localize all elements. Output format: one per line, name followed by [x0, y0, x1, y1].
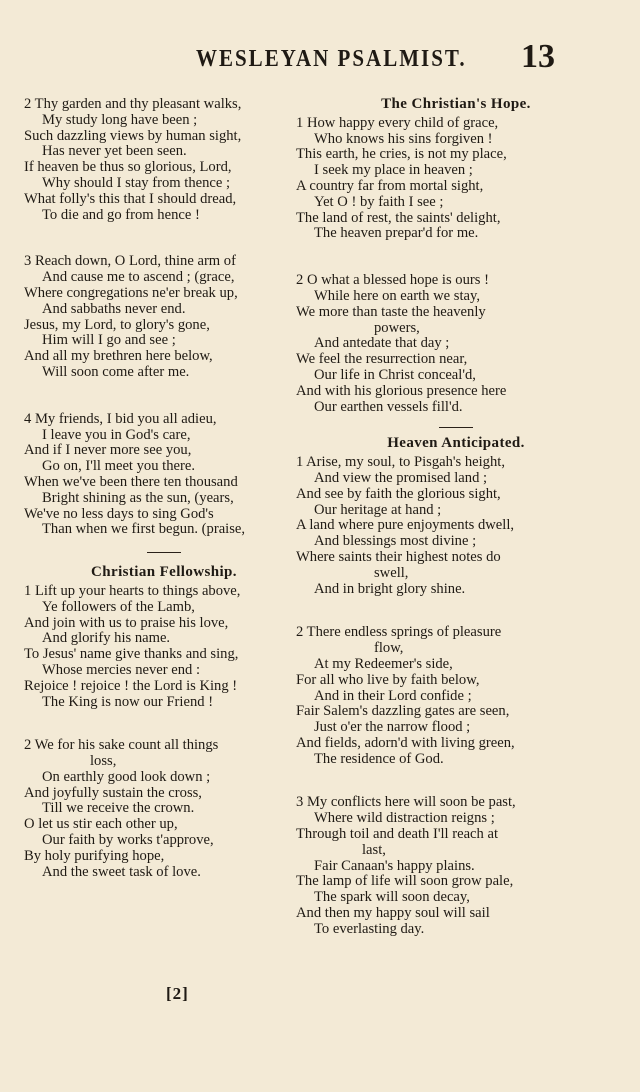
verse-line: We more than taste the heavenly	[296, 303, 486, 320]
verse-line: And all my brethren here below,	[24, 348, 213, 365]
verse-line: And fields, adorn'd with living green,	[296, 734, 515, 751]
verse-line: At my Redeemer's side,	[314, 655, 453, 672]
verse-line: By holy purifying hope,	[24, 847, 165, 864]
verse-line: A country far from mortal sight,	[296, 177, 484, 194]
verse-line: 1 Lift up your hearts to things above,	[24, 582, 241, 599]
verse-line: And the sweet task of love.	[42, 863, 201, 880]
verse-line: I leave you in God's care,	[42, 426, 191, 443]
verse-line: The spark will soon decay,	[314, 889, 470, 906]
verse-line: Him will I go and see ;	[42, 332, 176, 349]
verse-line: To everlasting day.	[314, 920, 425, 937]
verse-line: And blessings most divine ;	[314, 533, 477, 550]
verse-line: Such dazzling views by human sight,	[24, 127, 242, 144]
verse-line: Fair Canaan's happy plains.	[314, 857, 475, 874]
verse-line: The King is now our Friend !	[42, 693, 214, 710]
verse-line: Will soon come after me.	[42, 363, 190, 380]
verse-line: The residence of God.	[314, 750, 444, 767]
verse-line: For all who live by faith below,	[296, 671, 480, 688]
verse-line: To die and go from hence !	[42, 206, 200, 223]
verse-line: 2 There endless springs of pleasure	[296, 624, 502, 641]
verse-line: This earth, he cries, is not my place,	[296, 146, 507, 163]
stanza	[24, 254, 304, 380]
verse-line: Who knows his sins forgiven !	[314, 130, 493, 147]
verse-line: 1 How happy every child of grace,	[296, 114, 499, 131]
verse-line: 3 Reach down, O Lord, thine arm of	[24, 253, 236, 270]
stanza	[296, 455, 616, 597]
verse-line: last,	[362, 841, 386, 858]
verse-line: Just o'er the narrow flood ;	[314, 719, 471, 736]
verse-line: When we've been there ten thousand	[24, 473, 238, 490]
verse-line: And glorify his name.	[42, 630, 171, 647]
verse-line: 1 Arise, my soul, to Pisgah's height,	[296, 454, 505, 471]
verse-line: Where congregations ne'er break up,	[24, 284, 238, 301]
hymn-title: Heaven Anticipated.	[387, 435, 525, 452]
verse-line: Our faith by works t'approve,	[42, 832, 214, 849]
stanza	[296, 273, 616, 415]
verse-line: Bright shining as the sun, (years,	[42, 489, 234, 506]
verse-line: On earthly good look down ;	[42, 768, 211, 785]
verse-line: Where saints their highest notes do	[296, 548, 501, 565]
stanza	[296, 795, 616, 937]
verse-line: 2 Thy garden and thy pleasant walks,	[24, 96, 242, 112]
verse-line: While here on earth we stay,	[314, 287, 480, 304]
verse-line: flow,	[374, 640, 404, 657]
verse-line: To Jesus' name give thanks and sing,	[24, 646, 239, 663]
verse-line: 2 O what a blessed hope is ours !	[296, 272, 489, 289]
verse-line: I seek my place in heaven ;	[314, 162, 473, 179]
verse-line: Our life in Christ conceal'd,	[314, 366, 476, 383]
stanza	[24, 584, 304, 710]
verse-line: Than when we first begun. (praise,	[42, 521, 246, 538]
running-title: WESLEYAN PSALMIST.	[196, 44, 467, 72]
verse-line: And joyfully sustain the cross,	[24, 784, 202, 801]
verse-line: A land where pure enjoyments dwell,	[296, 517, 515, 534]
verse-line: Our earthen vessels fill'd.	[314, 398, 463, 415]
verse-line: 3 My conflicts here will soon be past,	[296, 794, 516, 811]
verse-line: And cause me to ascend ; (grace,	[42, 269, 235, 286]
page-number: 13	[521, 38, 555, 75]
verse-line: Fair Salem's dazzling gates are seen,	[296, 703, 510, 720]
verse-line: Till we receive the crown.	[42, 800, 195, 817]
verse-line: Rejoice ! rejoice ! the Lord is King !	[24, 677, 238, 694]
divider-rule	[439, 427, 473, 428]
hymn-title: Christian Fellowship.	[91, 564, 237, 581]
stanza	[296, 625, 616, 767]
verse-line: 2 We for his sake count all things	[24, 737, 219, 754]
verse-line: And in bright glory shine.	[314, 580, 466, 597]
verse-line: The land of rest, the saints' delight,	[296, 209, 501, 226]
left-column	[24, 97, 304, 880]
verse-line: If heaven be thus so glorious, Lord,	[24, 159, 232, 176]
verse-line: And see by faith the glorious sight,	[296, 485, 501, 502]
verse-line: And sabbaths never end.	[42, 300, 186, 317]
divider-rule	[147, 552, 181, 553]
verse-line: Our heritage at hand ;	[314, 501, 442, 518]
stanza	[24, 738, 304, 880]
verse-line: And antedate that day ;	[314, 335, 450, 352]
verse-line: And view the promised land ;	[314, 469, 488, 486]
verse-line: 4 My friends, I bid you all adieu,	[24, 410, 217, 427]
verse-line: Where wild distraction reigns ;	[314, 810, 495, 827]
verse-line: swell,	[374, 564, 409, 581]
verse-line: Through toil and death I'll reach at	[296, 826, 499, 843]
verse-line: Yet O ! by faith I see ;	[314, 193, 444, 210]
verse-line: Jesus, my Lord, to glory's gone,	[24, 316, 210, 333]
stanza	[24, 412, 304, 538]
signature-mark: [2]	[166, 984, 189, 1003]
verse-line: Go on, I'll meet you there.	[42, 458, 195, 475]
verse-line: And if I never more see you,	[24, 442, 192, 459]
verse-line: We've no less days to sing God's	[24, 505, 214, 522]
verse-line: Ye followers of the Lamb,	[42, 598, 195, 615]
verse-line: Whose mercies never end :	[42, 661, 201, 678]
verse-line: The lamp of life will soon grow pale,	[296, 873, 514, 890]
verse-line: loss,	[90, 753, 117, 770]
verse-line: Why should I stay from thence ;	[42, 174, 231, 191]
verse-line: The heaven prepar'd for me.	[314, 225, 479, 242]
stanza	[296, 116, 616, 242]
verse-line: O let us stir each other up,	[24, 816, 178, 833]
verse-line: What folly's this that I should dread,	[24, 190, 237, 207]
verse-line: And join with us to praise his love,	[24, 614, 229, 631]
verse-line: powers,	[374, 319, 420, 336]
verse-line: We feel the resurrection near,	[296, 351, 468, 368]
verse-line: Has never yet been seen.	[42, 143, 187, 160]
verse-line: My study long have been ;	[42, 111, 198, 128]
stanza	[24, 97, 304, 223]
verse-line: And in their Lord confide ;	[314, 687, 472, 704]
hymn-title: The Christian's Hope.	[381, 96, 531, 112]
right-column	[296, 97, 616, 938]
verse-line: And with his glorious presence here	[296, 382, 507, 399]
verse-line: And then my happy soul will sail	[296, 905, 490, 922]
